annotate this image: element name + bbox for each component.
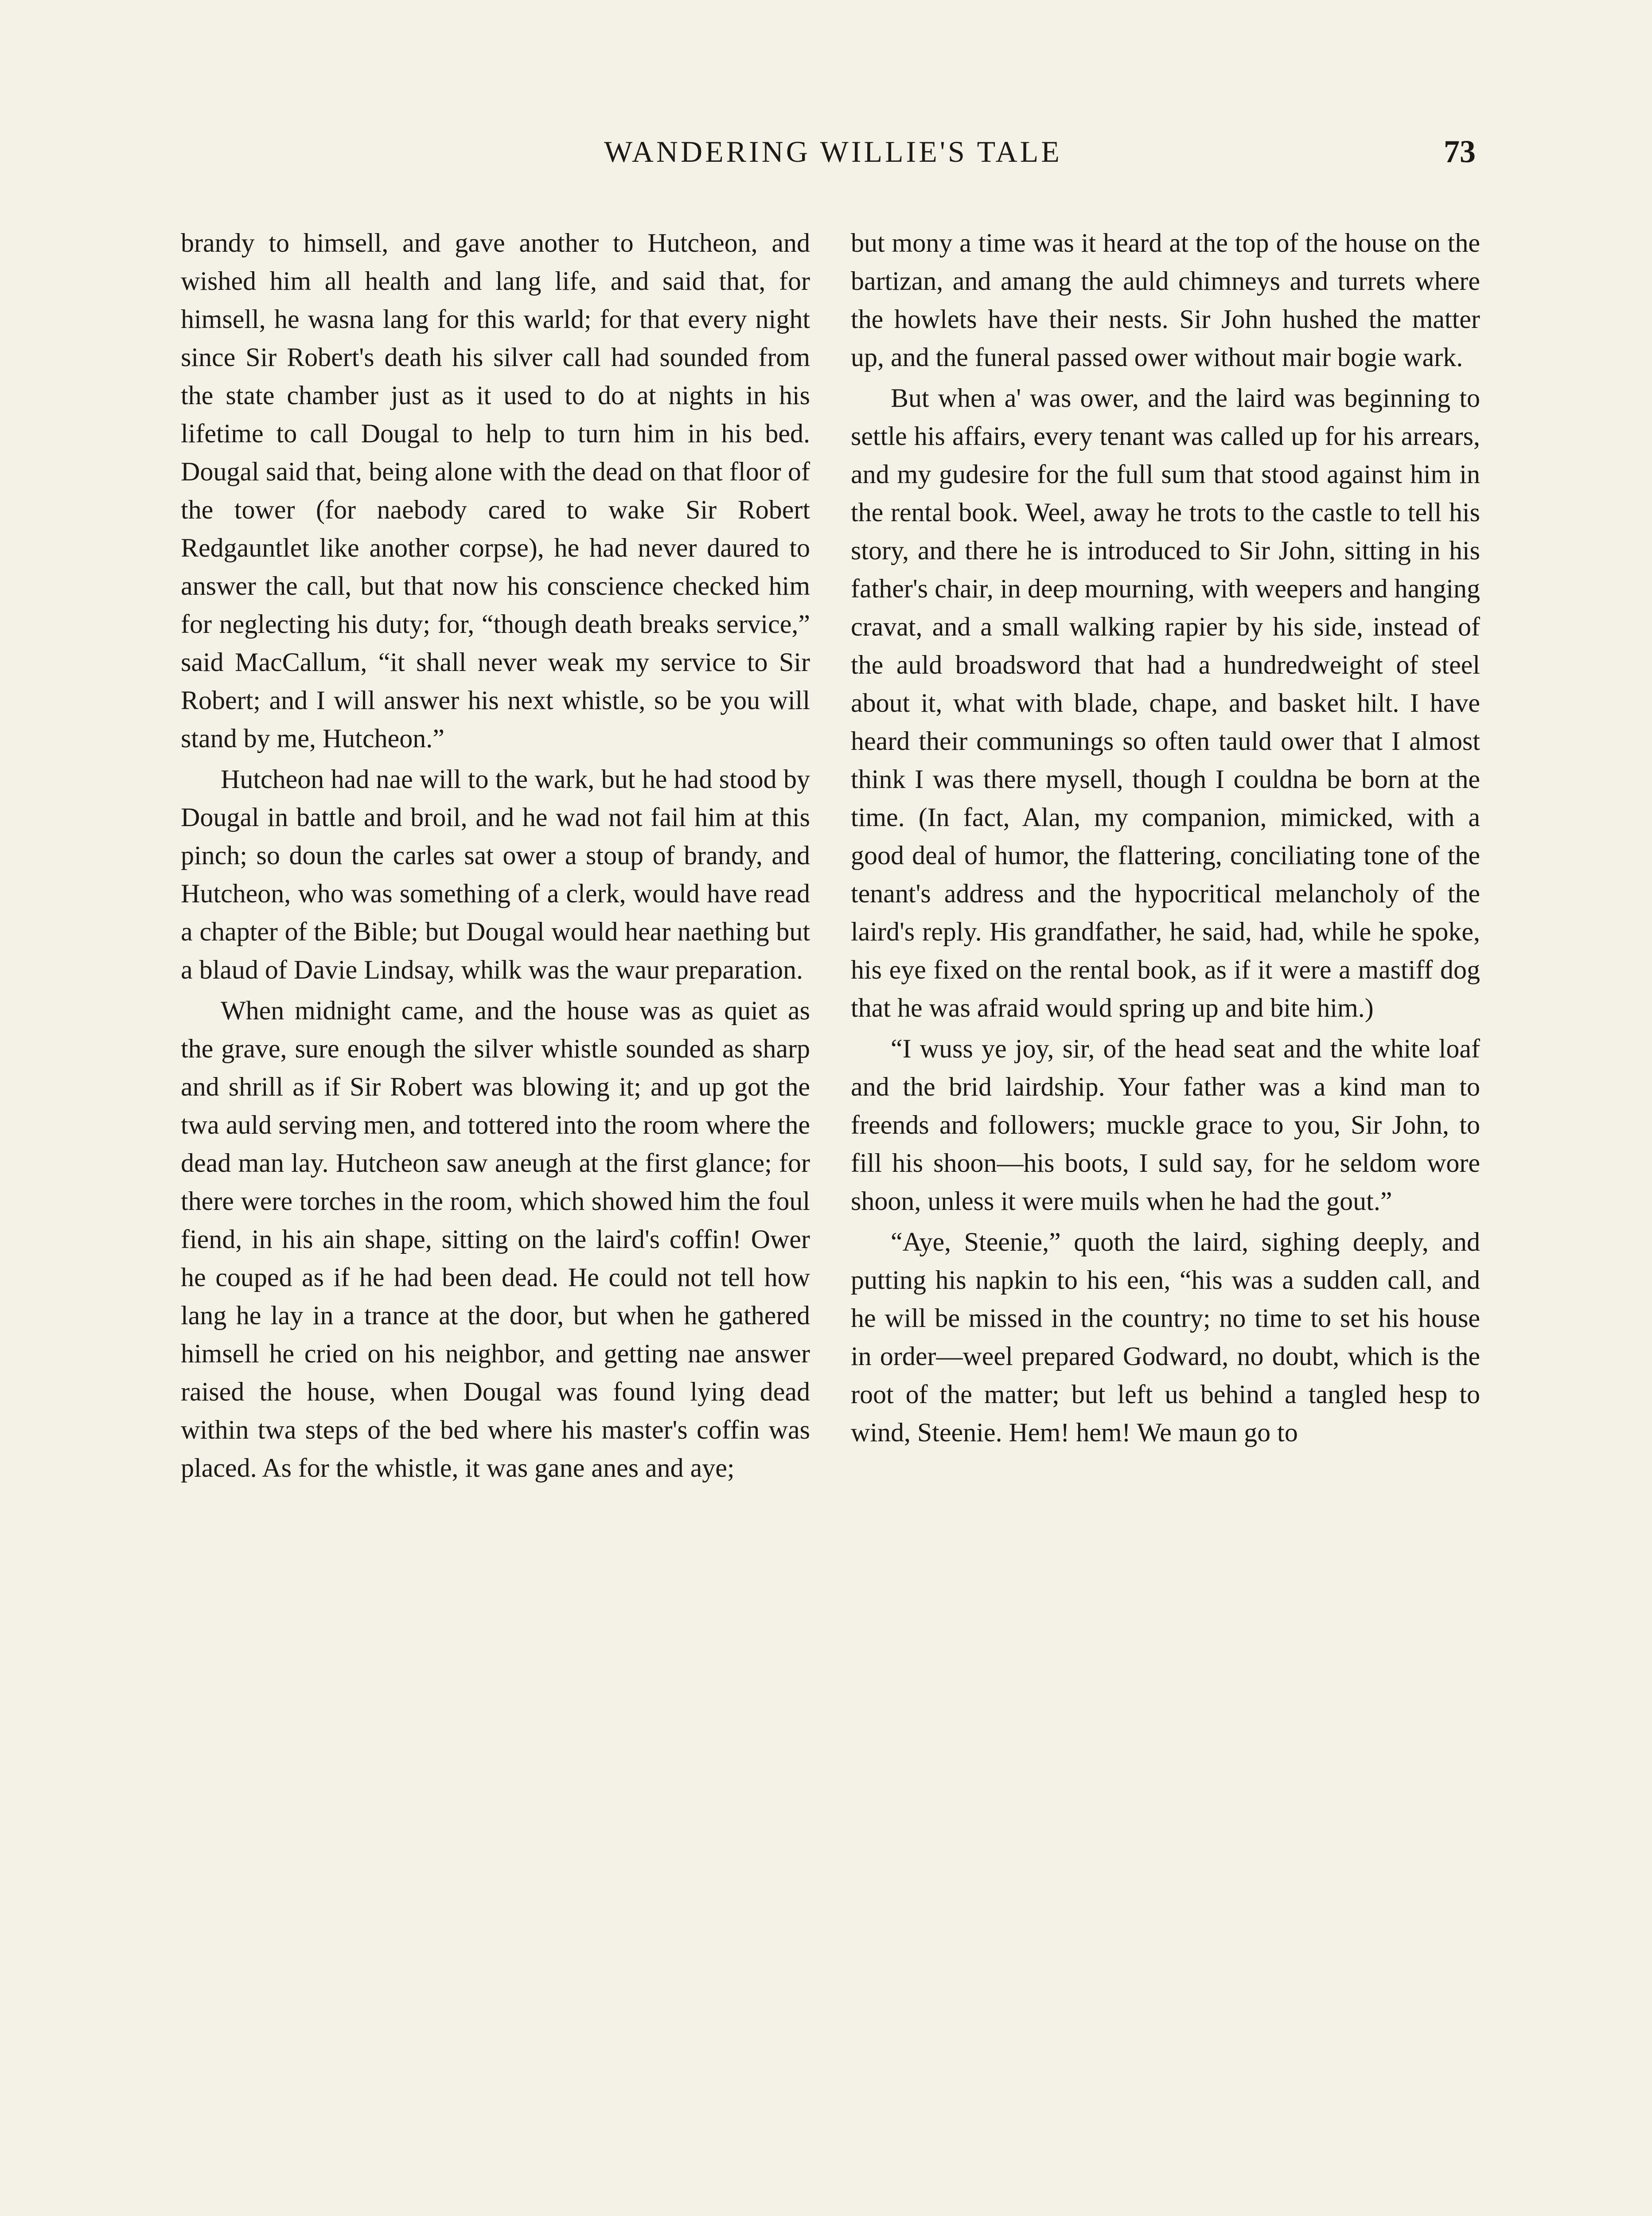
paragraph: “I wuss ye joy, sir, of the head seat and the white loaf and the brid lairdship. Your father was a kind man to freends and followers; muckle grace to you, Sir John, to fill his shoon—his boots, I suld say, for he seldom wore shoon, unless it were muils when he had the gout.” [851, 1034, 1480, 1216]
paragraph: “Aye, Steenie,” quoth the laird, sighing deeply, and putting his napkin to his een, “his was a sudden call, and he will be missed in the country; no time to set his house in order—weel prepared Godward, no doubt, which is the root of the matter; but left us behind a tangled hesp to wind, Steenie. Hem! hem! We maun go to [851, 1227, 1480, 1447]
paragraph: Hutcheon had nae will to the wark, but he had stood by Dougal in battle and broil, and he wad not fail him at this pinch; so doun the carles sat ower a stoup of brandy, and Hutcheon, who was something of a clerk, would have read a chapter of the Bible; but Dougal would hear naething but a blaud of Davie Lindsay, whilk was the waur preparation. [181, 765, 810, 984]
right-column [851, 224, 1480, 1454]
left-column [181, 224, 810, 1490]
paragraph: brandy to himsell, and gave another to Hutcheon, and wished him all health and lang life, and said that, for himsell, he wasna lang for this warld; for that every night since Sir Robert's death his silver call had sounded from the state chamber just as it used to do at nights in his lifetime to call Dougal to help to turn him in his bed. Dougal said that, being alone with the dead on that floor of the tower (for naebody cared to wake Sir Robert Redgauntlet like another corpse), he had never daured to answer the call, but that now his conscience checked him for neglecting his duty; for, “though death breaks service,” said MacCallum, “it shall never weak my service to Sir Robert; and I will answer his next whistle, so be you will stand by me, Hutcheon.” [181, 228, 810, 753]
page-number: 73 [1444, 134, 1476, 169]
page-header [177, 129, 1489, 174]
paragraph: When midnight came, and the house was as quiet as the grave, sure enough the silver whistle sounded as sharp and shrill as if Sir Robert was blowing it; and up got the twa auld serving men, and tottered into the room where the dead man lay. Hutcheon saw aneugh at the first glance; for there were torches in the room, which showed him the foul fiend, in his ain shape, sitting on the laird's coffin! Ower he couped as if he had been dead. He could not tell how lang he lay in a trance at the door, but when he gathered himsell he cried on his neighbor, and getting nae answer raised the house, when Dougal was found lying dead within twa steps of the bed where his master's coffin was placed. As for the whistle, it was gane anes and aye; [181, 996, 810, 1483]
running-head: WANDERING WILLIE'S TALE [604, 135, 1062, 168]
paragraph: But when a' was ower, and the laird was beginning to settle his affairs, every tenant was called up for his arrears, and my gudesire for the full sum that stood against him in the rental book. Weel, away he trots to the castle to tell his story, and there he is introduced to Sir John, sitting in his father's chair, in deep mourning, with weepers and hanging cravat, and a small walking rapier by his side, instead of the auld broadsword that had a hundredweight of steel about it, what with blade, chape, and basket hilt. I have heard their communings so often tauld ower that I almost think I was there mysell, though I couldna be born at the time. (In fact, Alan, my companion, mimicked, with a good deal of humor, the flattering, conciliating tone of the tenant's address and the hypocritical melancholy of the laird's reply. His grandfather, he said, had, while he spoke, his eye fixed on the rental book, as if it were a mastiff dog that he was afraid would spring up and bite him.) [851, 383, 1480, 1022]
paragraph: but mony a time was it heard at the top of the house on the bartizan, and amang the auld chimneys and turrets where the howlets have their nests. Sir John hushed the matter up, and the funeral passed ower without mair bogie wark. [851, 228, 1480, 372]
